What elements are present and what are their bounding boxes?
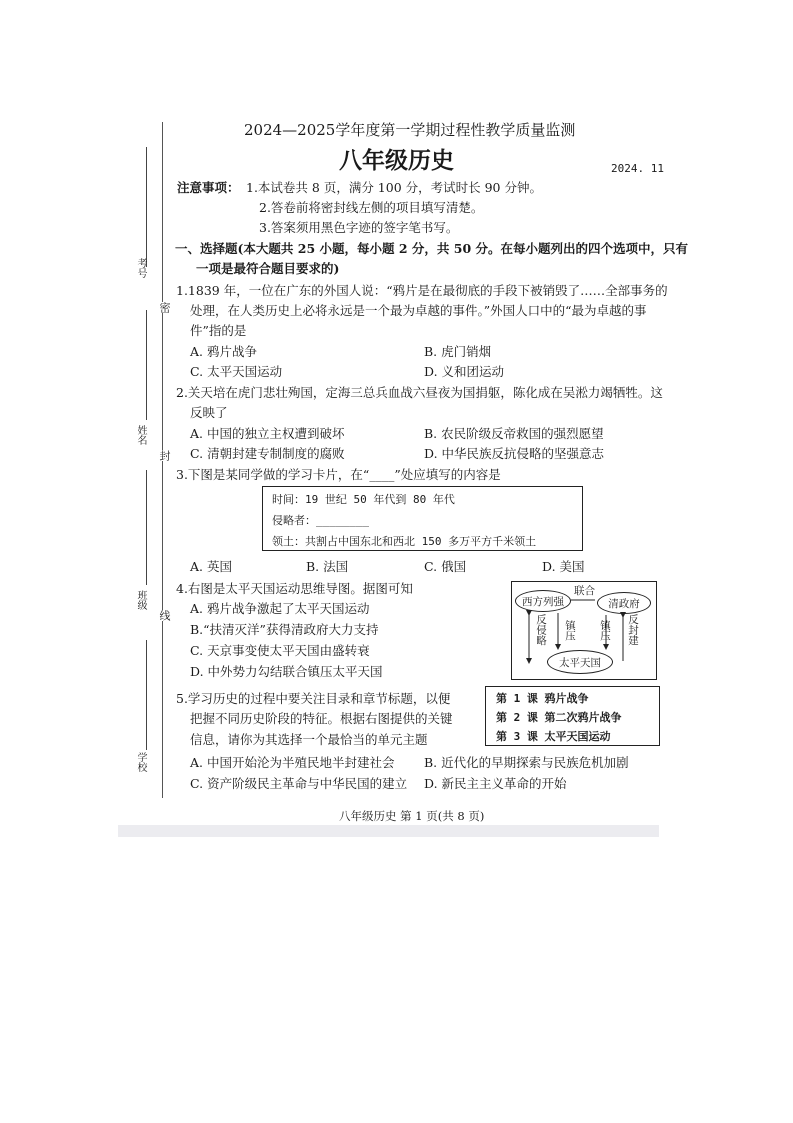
scan-edge-bar bbox=[118, 825, 659, 837]
school-blank bbox=[146, 640, 147, 750]
q3-option-a: A. 英国 bbox=[190, 559, 232, 574]
node-qing-gov: 清政府 bbox=[597, 592, 651, 614]
exam-date: 2024. 11 bbox=[611, 162, 664, 175]
subject-title: 八年级历史 bbox=[339, 147, 454, 174]
notice-item-2: 2.答卷前将密封线左侧的项目填写清楚。 bbox=[259, 200, 484, 215]
q4-stem: 4.右图是太平天国运动思维导图。据图可知 bbox=[176, 581, 413, 596]
q5-line3: 信息，请你为其选择一个最恰当的单元主题 bbox=[190, 732, 428, 747]
q4-option-b: B.“扶清灭洋”获得清政府大力支持 bbox=[190, 622, 379, 637]
q4-option-c: C. 天京事变使太平天国由盛转衰 bbox=[190, 643, 370, 658]
section1-line1: 一、选择题(本大题共 25 小题，每小题 2 分，共 50 分。在每小题列出的四个选项中，只有 bbox=[175, 241, 689, 256]
notice-item-3: 3.答案须用黑色字迹的签字笔书写。 bbox=[259, 220, 459, 235]
exam-title: 2024—2025学年度第一学期过程性教学质量监测 bbox=[244, 121, 576, 139]
exam-no-label: 考号 bbox=[135, 258, 146, 278]
q5-line2: 把握不同历史阶段的特征。根据右图提供的关键 bbox=[190, 711, 453, 726]
q5-option-c: C. 资产阶级民主革命与中华民国的建立 bbox=[190, 776, 408, 791]
q2-option-d: D. 中华民族反抗侵略的坚强意志 bbox=[424, 446, 605, 461]
school-label: 学校 bbox=[135, 752, 146, 772]
q4-option-a: A. 鸦片战争激起了太平天国运动 bbox=[190, 601, 370, 616]
notice-label: 注意事项： bbox=[177, 180, 240, 195]
mind-map-arrows bbox=[511, 581, 655, 678]
q1-line1: 1.1839 年，一位在广东的外国人说：“鸦片是在最彻底的手段下被销毁了……全部事务的 bbox=[176, 283, 668, 298]
q2-option-b: B. 农民阶级反帝救国的强烈愿望 bbox=[424, 426, 604, 441]
q1-option-c: C. 太平天国运动 bbox=[190, 364, 283, 379]
toc-lesson-3: 第 3 课 太平天国运动 bbox=[496, 730, 611, 743]
q5-option-d: D. 新民主主义革命的开始 bbox=[424, 776, 567, 791]
label-union: 联合 bbox=[574, 585, 595, 597]
q3-card-time: 时间：19 世纪 50 年代到 80 年代 bbox=[272, 493, 455, 506]
toc-lesson-2: 第 2 课 第二次鸦片战争 bbox=[496, 711, 622, 724]
seal-feng-label: 封 bbox=[158, 450, 171, 461]
page-footer: 八年级历史 第 1 页(共 8 页) bbox=[339, 809, 485, 823]
node-western-powers: 西方列强 bbox=[515, 590, 571, 612]
node-taiping: 太平天国 bbox=[547, 650, 613, 674]
name-label: 姓名 bbox=[135, 425, 146, 445]
q1-option-a: A. 鸦片战争 bbox=[190, 344, 257, 359]
name-blank bbox=[146, 310, 147, 420]
q2-line1: 2.关天培在虎门悲壮殉国，定海三总兵血战六昼夜为国捐躯，陈化成在吴淞力竭牺牲。这 bbox=[176, 385, 663, 400]
seal-mi-label: 密 bbox=[158, 302, 171, 313]
label-anti-invasion: 反侵略 bbox=[535, 614, 547, 646]
q3-option-c: C. 俄国 bbox=[424, 559, 467, 574]
q5-line1: 5.学习历史的过程中要关注目录和章节标题，以便 bbox=[176, 691, 451, 706]
q1-option-d: D. 义和团运动 bbox=[424, 364, 505, 379]
q2-line2: 反映了 bbox=[190, 405, 228, 420]
class-label: 班级 bbox=[135, 590, 146, 610]
q1-line3: 件”指的是 bbox=[190, 323, 247, 338]
q3-option-d: D. 美国 bbox=[542, 559, 585, 574]
class-blank bbox=[146, 470, 147, 585]
q3-card-invader: 侵略者：________ bbox=[272, 514, 369, 527]
toc-lesson-1: 第 1 课 鸦片战争 bbox=[496, 692, 589, 705]
q1-line2: 处理，在人类历史上必将永远是一个最为卓越的事件。”外国人口中的“最为卓越的事 bbox=[190, 303, 647, 318]
q1-option-b: B. 虎门销烟 bbox=[424, 344, 492, 359]
q2-option-c: C. 清朝封建专制制度的腐败 bbox=[190, 446, 345, 461]
notice-item-1: 1.本试卷共 8 页，满分 100 分，考试时长 90 分钟。 bbox=[246, 180, 542, 195]
q3-card-territory: 领土：共割占中国东北和西北 150 多万平方千米领土 bbox=[272, 535, 537, 548]
q3-option-b: B. 法国 bbox=[306, 559, 349, 574]
section1-line2: 一项是最符合题目要求的) bbox=[196, 261, 340, 276]
exam-no-blank bbox=[146, 147, 147, 267]
label-anti-feudal: 反封建 bbox=[627, 614, 639, 646]
q4-option-d: D. 中外势力勾结联合镇压太平天国 bbox=[190, 664, 383, 679]
q2-option-a: A. 中国的独立主权遭到破坏 bbox=[190, 426, 345, 441]
q3-stem: 3.下图是某同学做的学习卡片，在“____”处应填写的内容是 bbox=[176, 467, 501, 482]
q5-option-b: B. 近代化的早期探索与民族危机加剧 bbox=[424, 755, 629, 770]
label-suppress-right: 镇压 bbox=[599, 620, 611, 641]
seal-xian-label: 线 bbox=[158, 610, 171, 621]
label-suppress-left: 镇压 bbox=[564, 620, 576, 641]
q5-option-a: A. 中国开始沦为半殖民地半封建社会 bbox=[190, 755, 395, 770]
